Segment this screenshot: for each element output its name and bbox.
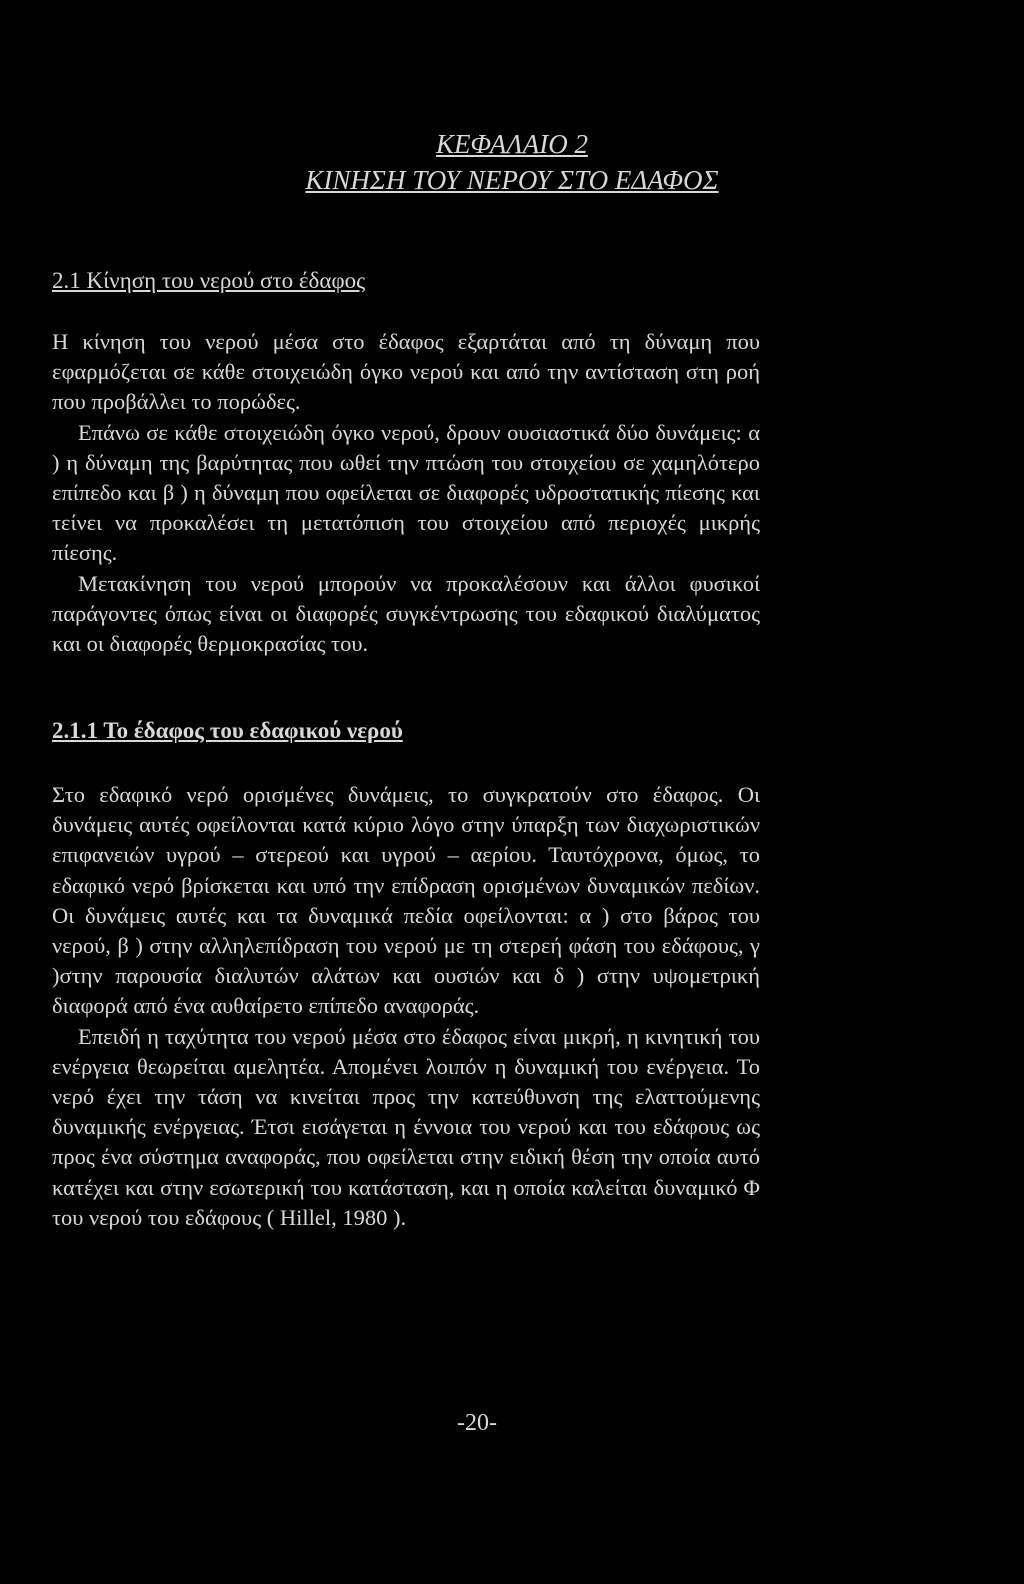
page-number: -20-	[457, 1410, 497, 1436]
section-2-1-body	[52, 327, 760, 659]
sentence: Επειδή η ταχύτητα του νερού μέσα στο έδαφος είναι μικρή, η κινητική του ενέργεια θεωρείται αμελητέα. Απομένει λοιπόν η δυναμική του ενέργεια. Το νερό έχει την τάση να κινείται προς την κατεύθυνση της ελαττούμενης δυναμικής ενέργειας. Έτσι εισάγεται η έννοια του νερού και του εδάφους ως προς ένα σύστημα αναφοράς, που οφείλεται στην ειδική θέση την οποία αυτό κατέχει και στην εσωτερική του κατάσταση, και η οποία καλείται δυναμικό Φ του νερού του εδάφους ( Hillel, 1980 ).	[52, 1023, 760, 1230]
section-heading-2-1-1: 2.1.1 Το έδαφος του εδαφικού νερού	[52, 718, 403, 743]
sentence: Η κίνηση του νερού μέσα στο έδαφος εξαρτάται από τη δύναμη που εφαρμόζεται σε κάθε στοιχειώδη όγκο νερού και από την αντίσταση στη ροή που προβάλλει το πορώδες.	[52, 329, 760, 415]
sentence: Μετακίνηση του νερού μπορούν να προκαλέσουν και άλλοι φυσικοί παράγοντες όπως είναι οι διαφορές συγκέντρωσης του εδαφικού διαλύματος και οι διαφορές θερμοκρασίας του.	[52, 570, 760, 657]
section-2-1-1-body	[52, 780, 760, 1233]
sentence: Επάνω σε κάθε στοιχειώδη όγκο νερού, δρουν ουσιαστικά δύο δυνάμεις: α ) η δύναμη της βαρύτητας που ωθεί την πτώση του στοιχείου σε χαμηλότερο επίπεδο και β ) η δύναμη που οφείλεται σε διαφορές υδροστατικής πίεσης και τείνει να προκαλέσει τη μετατόπιση του στοιχείου από περιοχές μικρής πίεσης.	[52, 419, 760, 566]
sentence: Στο εδαφικό νερό ορισμένες δυνάμεις, το συγκρατούν στο έδαφος. Οι δυνάμεις αυτές οφείλονται κατά κύριο λόγο στην ύπαρξη των διαχωριστικών επιφανειών υγρού – στερεού και υγρού – αερίου. Ταυτόχρονα, όμως, το εδαφικό νερό βρίσκεται και υπό την επίδραση ορισμένων δυναμικών πεδίων. Οι δυνάμεις αυτές και τα δυναμικά πεδία οφείλονται: α ) στο βάρος του νερού, β ) στην αλληλεπίδραση του νερού με τη στερεή φάση του εδάφους, γ )στην παρουσία διαλυτών αλάτων και ουσιών και δ ) στην υψομετρική διαφορά από ένα αυθαίρετο επίπεδο αναφοράς.	[52, 782, 760, 1019]
chapter-number: ΚΕΦΑΛΑΙΟ 2	[436, 129, 588, 159]
section-heading-2-1: 2.1 Κίνηση του νερού στο έδαφος	[52, 268, 366, 293]
chapter-title	[52, 126, 972, 198]
chapter-name: ΚΙΝΗΣΗ ΤΟΥ ΝΕΡΟΥ ΣΤΟ ΕΔΑΦΟΣ	[305, 165, 719, 195]
